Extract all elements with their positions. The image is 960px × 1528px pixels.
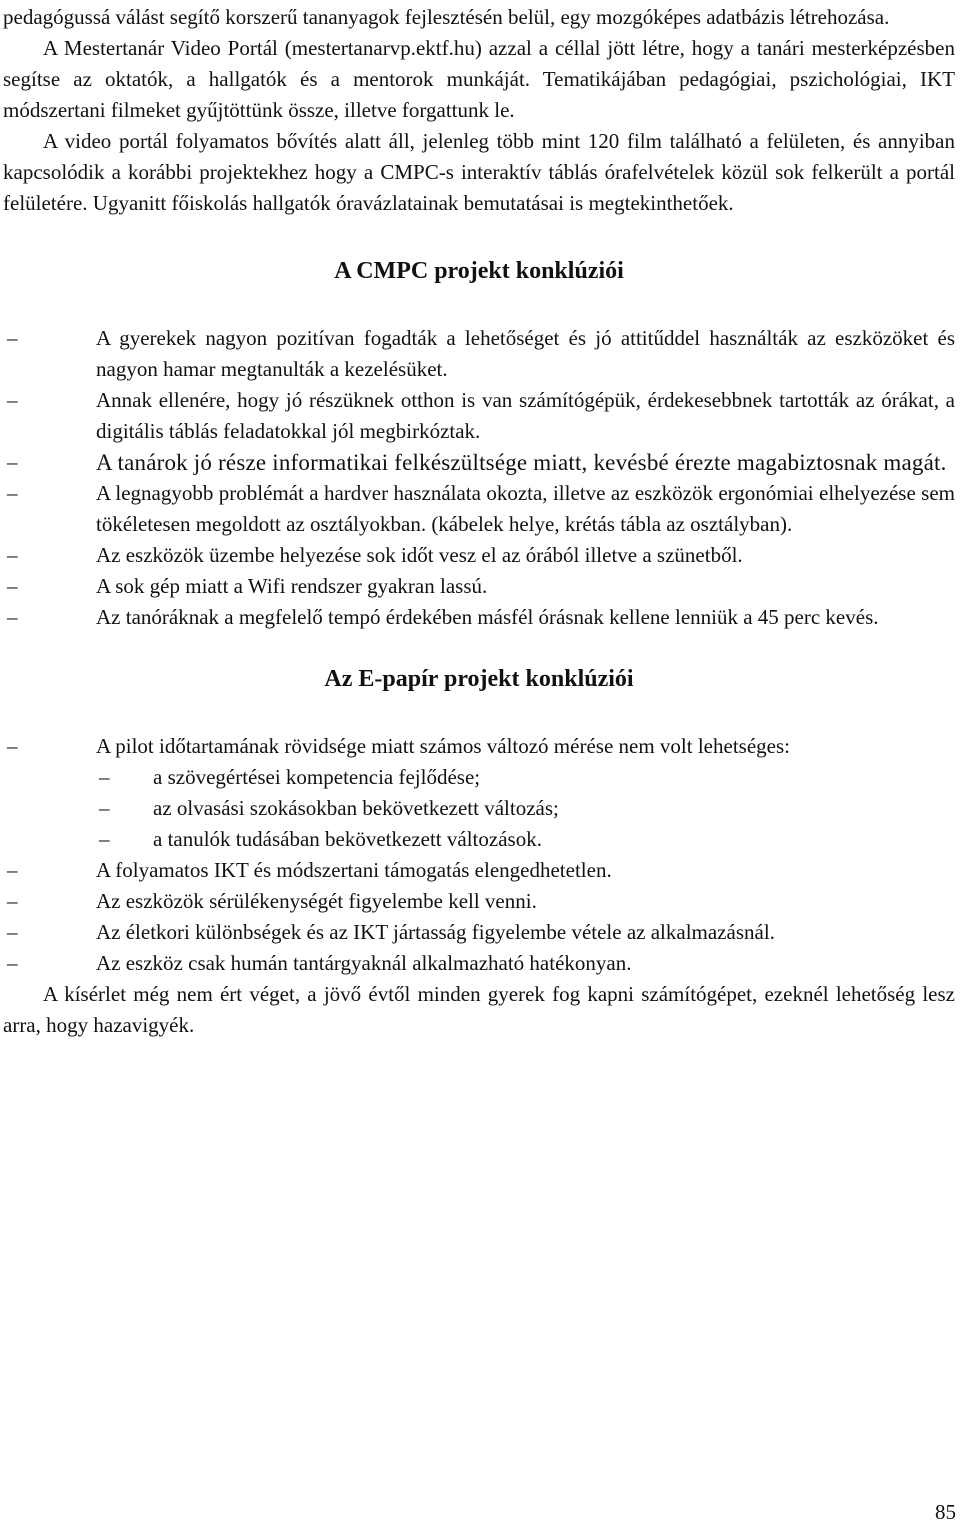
list-item [3, 571, 955, 602]
dash-bullet: – [7, 481, 18, 505]
cmpc-conclusions-list [3, 323, 955, 633]
list-item-text: A folyamatos IKT és módszertani támogatás elengedhetetlen. [96, 858, 612, 882]
list-item-text: A sok gép miatt a Wifi rendszer gyakran lassú. [96, 574, 488, 598]
list-item-text: Az életkori különbségek és az IKT jártasság figyelembe vétele az alkalmazásnál. [96, 920, 775, 944]
dash-bullet: – [7, 734, 18, 758]
sub-list-item-text: a szövegértései kompetencia fejlődése; [153, 765, 481, 789]
list-item-text: A pilot időtartamának rövidsége miatt számos változó mérése nem volt lehetséges: [96, 734, 790, 758]
dash-bullet: – [7, 326, 18, 350]
list-item-text: Az tanóráknak a megfelelő tempó érdekében másfél órásnak kellene lenniük a 45 perc kevés. [96, 605, 879, 629]
list-item [3, 540, 955, 571]
section-heading-cmpc: A CMPC projekt konklúziói [334, 258, 624, 284]
list-item [3, 917, 955, 948]
list-item [3, 602, 955, 633]
list-item [3, 948, 955, 979]
list-item-text: A legnagyobb problémát a hardver használata okozta, illetve az eszközök ergonómiai elhelyezése sem tökéletesen megoldott az osztályokban. (kábelek helye, krétás tábla az osztályban). [96, 481, 955, 536]
dash-bullet: – [7, 605, 18, 629]
dash-bullet: – [7, 951, 18, 975]
sub-list-item-text: az olvasási szokásokban bekövetkezett változás; [153, 796, 559, 820]
dash-bullet: – [99, 827, 110, 851]
dash-bullet: – [7, 388, 18, 412]
epaper-conclusions-list [3, 731, 955, 979]
intro-paragraph-1: pedagógussá válást segítő korszerű tananyagok fejlesztésén belül, egy mozgóképes adatbázis létrehozása. [3, 5, 890, 29]
sub-list-item [3, 793, 955, 824]
section-heading-epaper: Az E-papír projekt konklúziói [324, 666, 634, 692]
list-item-text: A gyerekek nagyon pozitívan fogadták a lehetőséget és jó attitűddel használták az eszközöket és nagyon hamar megtanulták a kezelésüket. [96, 326, 955, 381]
dash-bullet: – [7, 920, 18, 944]
list-item-text: Az eszközök üzembe helyezése sok időt vesz el az órából illetve a szünetből. [96, 543, 743, 567]
dash-bullet: – [7, 858, 18, 882]
list-item [3, 855, 955, 886]
dash-bullet: – [7, 450, 18, 474]
list-item [3, 478, 955, 540]
sub-list-item-text: a tanulók tudásában bekövetkezett változások. [153, 827, 542, 851]
dash-bullet: – [99, 796, 110, 820]
list-item [3, 731, 955, 762]
dash-bullet: – [7, 889, 18, 913]
page-number: 85 [935, 1500, 956, 1524]
list-item-text: A tanárok jó része informatikai felkészültsége miatt, kevésbé érezte magabiztosnak magát. [96, 450, 947, 475]
intro-paragraph-3: A video portál folyamatos bővítés alatt áll, jelenleg több mint 120 film található a felületen, és annyiban kapcsolódik a korábbi projektekhez hogy a CMPC-s interaktív táblás órafelvételek közül sok felkerült a portál felületére. Ugyanitt főiskolás hallgatók óravázlatainak bemutatásai is megtekinthetőek. [3, 129, 955, 215]
list-item-text: Az eszközök sérülékenységét figyelembe kell venni. [96, 889, 537, 913]
list-item [3, 385, 955, 447]
list-item [3, 323, 955, 385]
list-item [3, 886, 955, 917]
document-page [3, 2, 955, 1041]
dash-bullet: – [99, 765, 110, 789]
intro-paragraph-2: A Mestertanár Video Portál (mestertanarvp.ektf.hu) azzal a céllal jött létre, hogy a tanári mesterképzésben segítse az oktatók, a hallgatók és a mentorok munkáját. Tematikájában pedagógiai, pszichológiai, IKT módszertani filmeket gyűjtöttünk össze, illetve forgattunk le. [3, 36, 955, 122]
list-item-text: Az eszköz csak humán tantárgyaknál alkalmazható hatékonyan. [96, 951, 632, 975]
sub-list-item [3, 824, 955, 855]
sub-list-item [3, 762, 955, 793]
list-item [3, 447, 955, 478]
list-item-text: Annak ellenére, hogy jó részüknek otthon is van számítógépük, érdekesebbnek tartották az órákat, a digitális táblás feladatokkal jól megbirkóztak. [96, 388, 955, 443]
dash-bullet: – [7, 574, 18, 598]
closing-paragraph: A kísérlet még nem ért véget, a jövő évtől minden gyerek fog kapni számítógépet, ezeknél lehetőség lesz arra, hogy hazavigyék. [3, 982, 955, 1037]
dash-bullet: – [7, 543, 18, 567]
